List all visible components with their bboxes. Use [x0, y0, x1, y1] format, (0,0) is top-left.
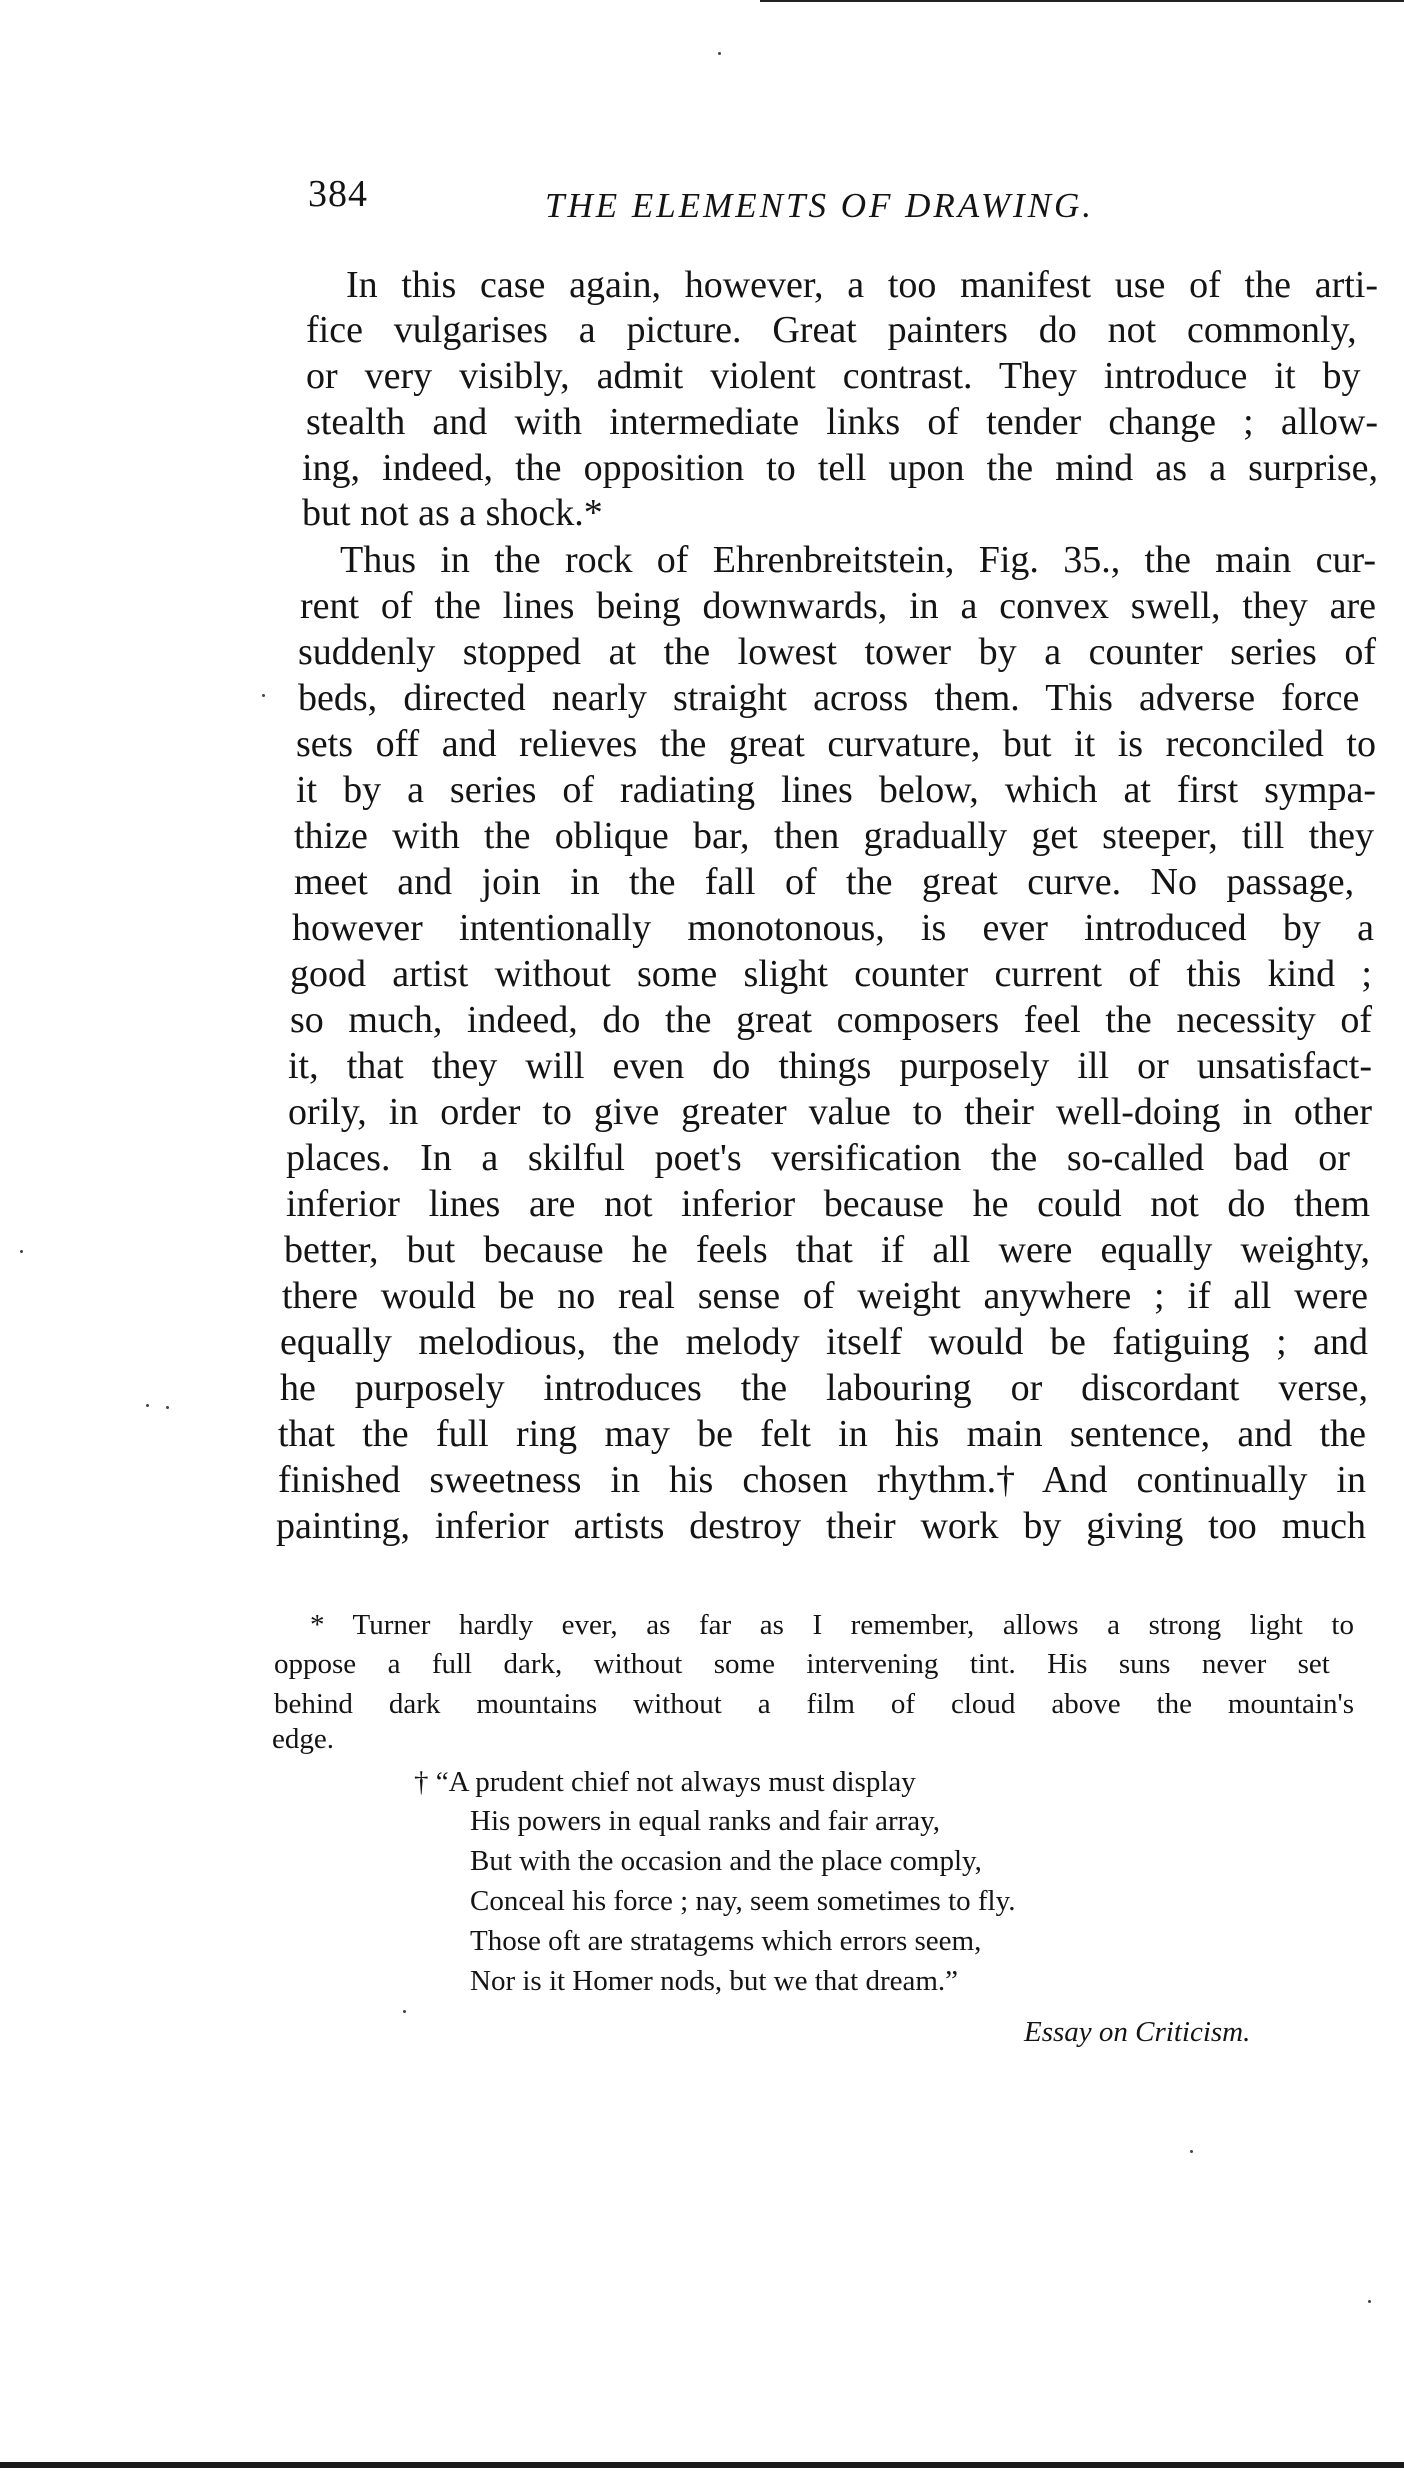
running-title: THE ELEMENTS OF DRAWING.: [545, 186, 1095, 225]
body-line: sets off and relieves the great curvature, but it is reconciled to: [296, 723, 1376, 765]
body-line: or very visibly, admit violent contrast. They introduce it by: [306, 355, 1361, 397]
paper-speck: [166, 1406, 169, 1409]
body-line: In this case again, however, a too manifest use of the arti-: [346, 264, 1378, 306]
footnote-line: oppose a full dark, without some intervening tint. His suns never set: [274, 1648, 1330, 1680]
verse-line: Those oft are stratagems which errors seem,: [470, 1925, 982, 1957]
verse-line: † “A prudent chief not always must display: [414, 1766, 916, 1798]
body-line: orily, in order to give greater value to their well-doing in other: [288, 1091, 1372, 1133]
body-line: equally melodious, the melody itself would be fatiguing ; and: [280, 1321, 1368, 1363]
body-line: Thus in the rock of Ehrenbreitstein, Fig. 35., the main cur-: [340, 539, 1376, 581]
paper-speck: [1190, 2150, 1193, 2153]
paper-speck: [403, 2010, 406, 2013]
body-line: meet and join in the fall of the great curve. No passage,: [294, 861, 1355, 903]
top-edge-rule: [760, 0, 1404, 2]
body-line: stealth and with intermediate links of tender change ; allow-: [306, 401, 1378, 443]
body-line: it by a series of radiating lines below, which at first sympa-: [296, 769, 1376, 811]
body-line: suddenly stopped at the lowest tower by a counter series of: [298, 631, 1376, 673]
body-line: ing, indeed, the opposition to tell upon the mind as a surprise,: [302, 447, 1378, 489]
body-line: places. In a skilful poet's versification the so-called bad or: [286, 1137, 1350, 1179]
footnote-line: edge.: [272, 1723, 334, 1755]
body-line: there would be no real sense of weight anywhere ; if all were: [282, 1275, 1368, 1317]
body-line: however intentionally monotonous, is ever introduced by a: [292, 907, 1374, 949]
paper-speck: [20, 1250, 23, 1253]
verse-line: But with the occasion and the place comply,: [470, 1845, 982, 1877]
bottom-edge-rule: [0, 2462, 1404, 2468]
body-line: thize with the oblique bar, then gradually get steeper, till they: [294, 815, 1374, 857]
body-line: inferior lines are not inferior because he could not do them: [286, 1183, 1370, 1225]
body-line: that the full ring may be felt in his main sentence, and the: [278, 1413, 1366, 1455]
paper-speck: [1368, 2300, 1371, 2303]
verse-line: His powers in equal ranks and fair array,: [470, 1805, 941, 1837]
body-line: rent of the lines being downwards, in a convex swell, they are: [300, 585, 1376, 627]
paper-speck: [146, 1404, 149, 1407]
footnote-line: behind dark mountains without a film of cloud above the mountain's: [274, 1688, 1354, 1720]
verse-line: Conceal his force ; nay, seem sometimes to fly.: [470, 1885, 1016, 1917]
body-line: it, that they will even do things purposely ill or unsatisfact-: [288, 1045, 1372, 1087]
page-number: 384: [308, 173, 368, 215]
body-line: better, but because he feels that if all were equally weighty,: [284, 1229, 1370, 1271]
body-line: painting, inferior artists destroy their work by giving too much: [276, 1505, 1366, 1547]
body-line: fice vulgarises a picture. Great painters do not commonly,: [306, 309, 1357, 351]
body-line: beds, directed nearly straight across them. This adverse force: [298, 677, 1360, 719]
body-line: but not as a shock.*: [302, 492, 603, 534]
body-line: finished sweetness in his chosen rhythm.† And continually in: [278, 1459, 1366, 1501]
footnote-attribution: Essay on Criticism.: [1024, 2016, 1251, 2048]
body-line: he purposely introduces the labouring or discordant verse,: [280, 1367, 1368, 1409]
body-line: so much, indeed, do the great composers feel the necessity of: [290, 999, 1372, 1041]
paper-speck: [718, 52, 721, 55]
paper-speck: [262, 694, 265, 697]
verse-line: Nor is it Homer nods, but we that dream.”: [470, 1965, 959, 1997]
body-line: good artist without some slight counter current of this kind ;: [290, 953, 1372, 995]
footnote-line: * Turner hardly ever, as far as I remember, allows a strong light to: [310, 1609, 1354, 1641]
